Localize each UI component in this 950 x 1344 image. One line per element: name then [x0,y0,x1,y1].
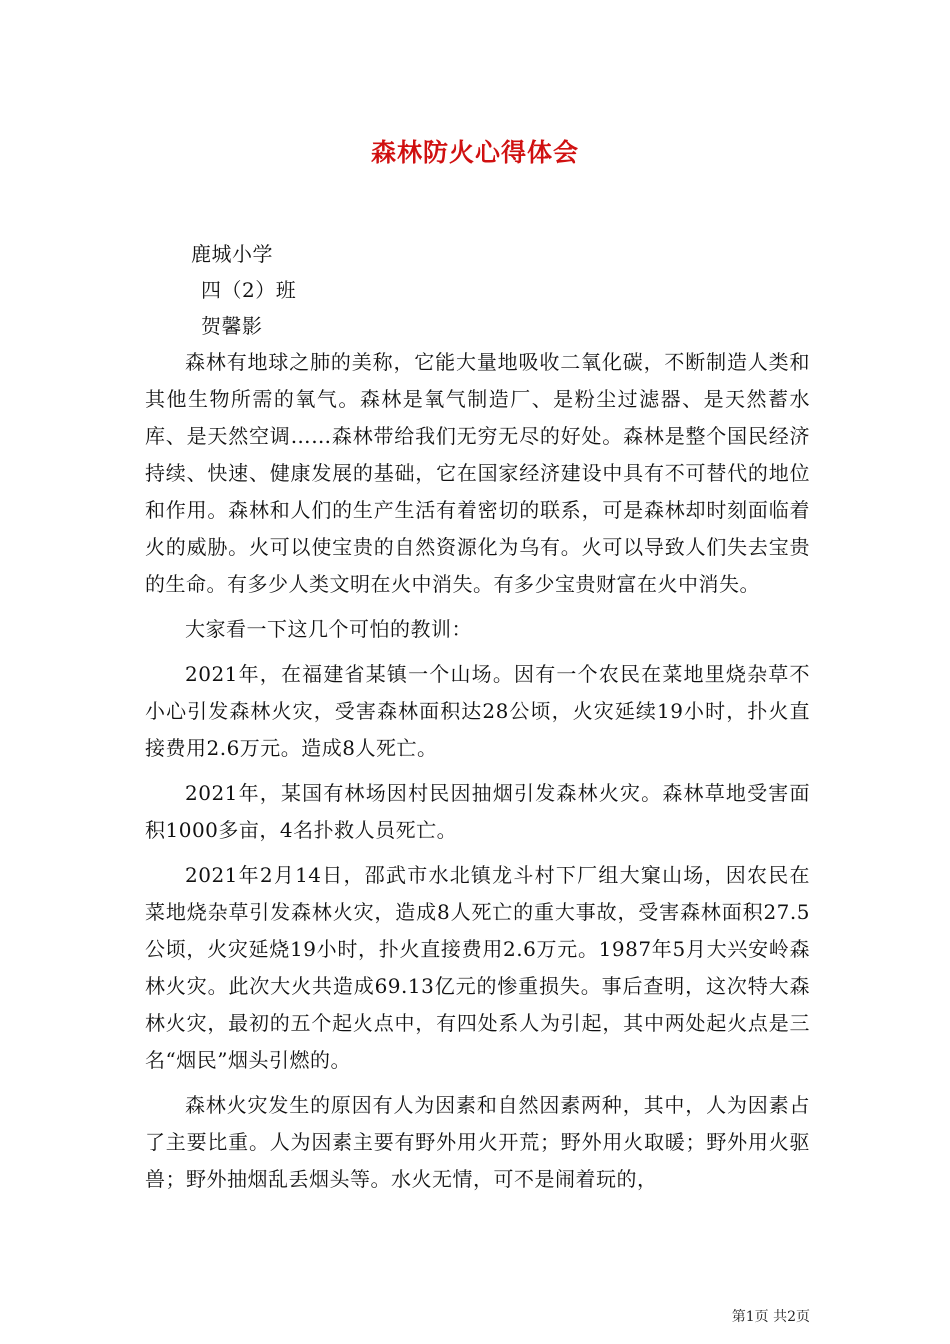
paragraph: 2021年，某国有林场因村民因抽烟引发森林火灾。森林草地受害面积1000多亩，4名扑救人员死亡。 [145,781,810,842]
paragraph: 森林有地球之肺的美称，它能大量地吸收二氧化碳，不断制造人类和其他生物所需的氧气。森林是氧气制造厂、是粉尘过滤器、是天然蓄水库、是天然空调……森林带给我们无穷无尽的好处。森林是整个国民经济持续、快速、健康发展的基础，它在国家经济建设中具有不可替代的地位和作用。森林和人们的生产生活有着密切的联系，可是森林却时刻面临着火的威胁。火可以使宝贵的自然资源化为乌有。火可以导致人们失去宝贵的生命。有多少人类文明在火中消失。有多少宝贵财富在火中消失。 [145,350,810,596]
paragraph: 2021年，在福建省某镇一个山场。因有一个农民在菜地里烧杂草不小心引发森林火灾，受害森林面积达28公顷，火灾延续19小时，扑火直接费用2.6万元。造成8人死亡。 [145,662,810,760]
paragraph: 2021年2月14日，邵武市水北镇龙斗村下厂组大窠山场，因农民在菜地烧杂草引发森林火灾，造成8人死亡的重大事故，受害森林面积27.5公顷，火灾延烧19小时，扑火直接费用2.6万元。1987年5月大兴安岭森林火灾。此次大火共造成69.13亿元的惨重损失。事后查明，这次特大森林火灾，最初的五个起火点中，有四处系人为引起，其中两处起火点是三名“烟民”烟头引燃的。 [145,863,810,1072]
paragraph: 大家看一下这几个可怕的教训： [185,617,472,641]
paragraph: 森林火灾发生的原因有人为因素和自然因素两种，其中，人为因素占了主要比重。人为因素主要有野外用火开荒；野外用火取暖；野外用火驱兽；野外抽烟乱丢烟头等。水火无情，可不是闹着玩的， [145,1093,810,1191]
page-number: 第1页 共2页 [731,1309,810,1325]
document-body [145,236,810,1198]
author-name: 贺馨影 [201,314,263,338]
class-name: 四（2）班 [201,278,297,302]
page-title: 森林防火心得体会 [370,138,579,167]
school-name: 鹿城小学 [191,242,273,266]
